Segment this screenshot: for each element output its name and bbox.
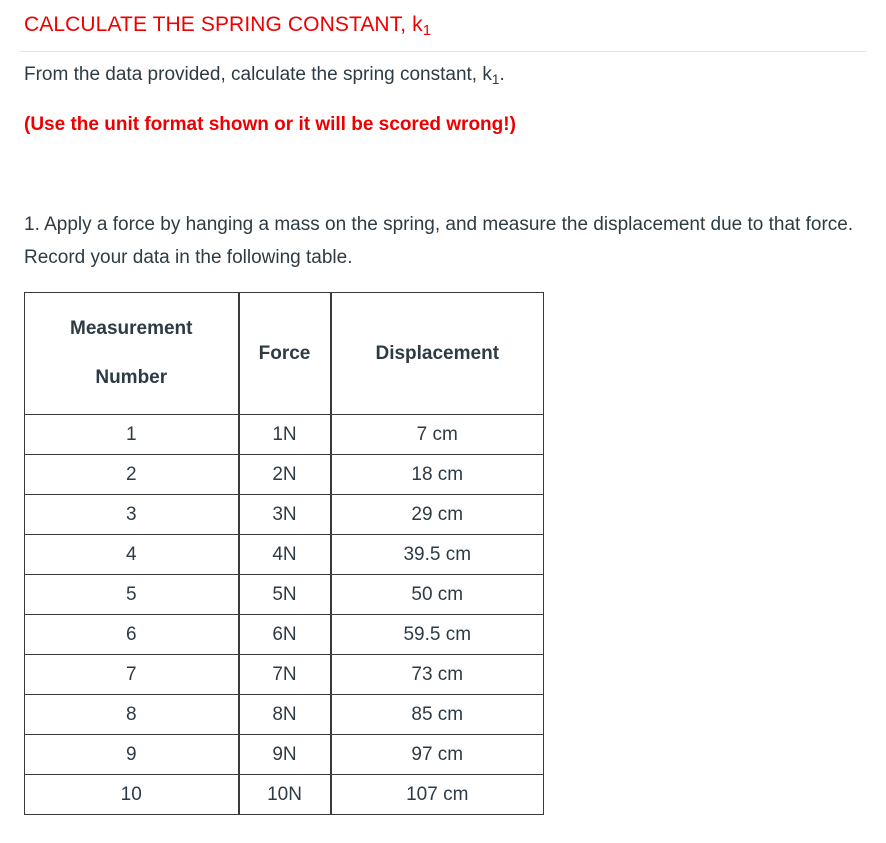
cell-number: 3: [25, 495, 239, 535]
cell-force: 3N: [239, 495, 331, 535]
cell-number: 7: [25, 655, 239, 695]
table-row: [25, 775, 544, 815]
cell-force: 6N: [239, 615, 331, 655]
intro-sentence: From the data provided, calculate the spring constant, k: [24, 64, 492, 85]
cell-displacement: 18 cm: [331, 455, 544, 495]
cell-displacement: 107 cm: [331, 775, 544, 815]
cell-force: 5N: [239, 575, 331, 615]
table-body: [25, 415, 544, 815]
instruction-text: 1. Apply a force by hanging a mass on the spring, and measure the displacement due to that force. Record your data in the following table.: [24, 214, 854, 268]
data-table: [24, 292, 544, 815]
cell-displacement: 97 cm: [331, 735, 544, 775]
table-row: [25, 535, 544, 575]
page-title-text: CALCULATE THE SPRING CONSTANT, k: [24, 13, 423, 36]
header-row: [25, 293, 544, 415]
title-divider: [20, 51, 866, 52]
cell-number: 6: [25, 615, 239, 655]
cell-force: 8N: [239, 695, 331, 735]
table-row: [25, 695, 544, 735]
cell-number: 8: [25, 695, 239, 735]
page-title-subscript: 1: [422, 22, 432, 40]
cell-force: 2N: [239, 455, 331, 495]
header-measurement-number: [25, 293, 239, 415]
header-force: Force: [239, 293, 331, 415]
table-row: [25, 735, 544, 775]
cell-displacement: 59.5 cm: [331, 615, 544, 655]
cell-displacement: 29 cm: [331, 495, 544, 535]
unit-warning: (Use the unit format shown or it will be scored wrong!): [24, 114, 516, 135]
cell-number: 1: [25, 415, 239, 455]
cell-number: 9: [25, 735, 239, 775]
table-row: [25, 415, 544, 455]
cell-displacement: 85 cm: [331, 695, 544, 735]
cell-number: 2: [25, 455, 239, 495]
page-title: [24, 13, 432, 40]
cell-force: 10N: [239, 775, 331, 815]
intro-text: [24, 64, 505, 86]
table-header: [25, 293, 544, 415]
cell-number: 4: [25, 535, 239, 575]
intro-subscript: 1: [491, 71, 500, 87]
table-row: [25, 655, 544, 695]
cell-force: 1N: [239, 415, 331, 455]
cell-displacement: 7 cm: [331, 415, 544, 455]
cell-displacement: 50 cm: [331, 575, 544, 615]
cell-displacement: 73 cm: [331, 655, 544, 695]
table-row: [25, 455, 544, 495]
table-row: [25, 495, 544, 535]
cell-number: 10: [25, 775, 239, 815]
cell-force: 7N: [239, 655, 331, 695]
cell-force: 9N: [239, 735, 331, 775]
header-measurement-line1: Measurement: [70, 318, 193, 339]
table-row: [25, 575, 544, 615]
table-row: [25, 615, 544, 655]
cell-number: 5: [25, 575, 239, 615]
cell-displacement: 39.5 cm: [331, 535, 544, 575]
cell-force: 4N: [239, 535, 331, 575]
header-displacement: Displacement: [331, 293, 544, 415]
header-measurement-line2: Number: [95, 367, 168, 388]
intro-suffix: .: [499, 64, 505, 85]
